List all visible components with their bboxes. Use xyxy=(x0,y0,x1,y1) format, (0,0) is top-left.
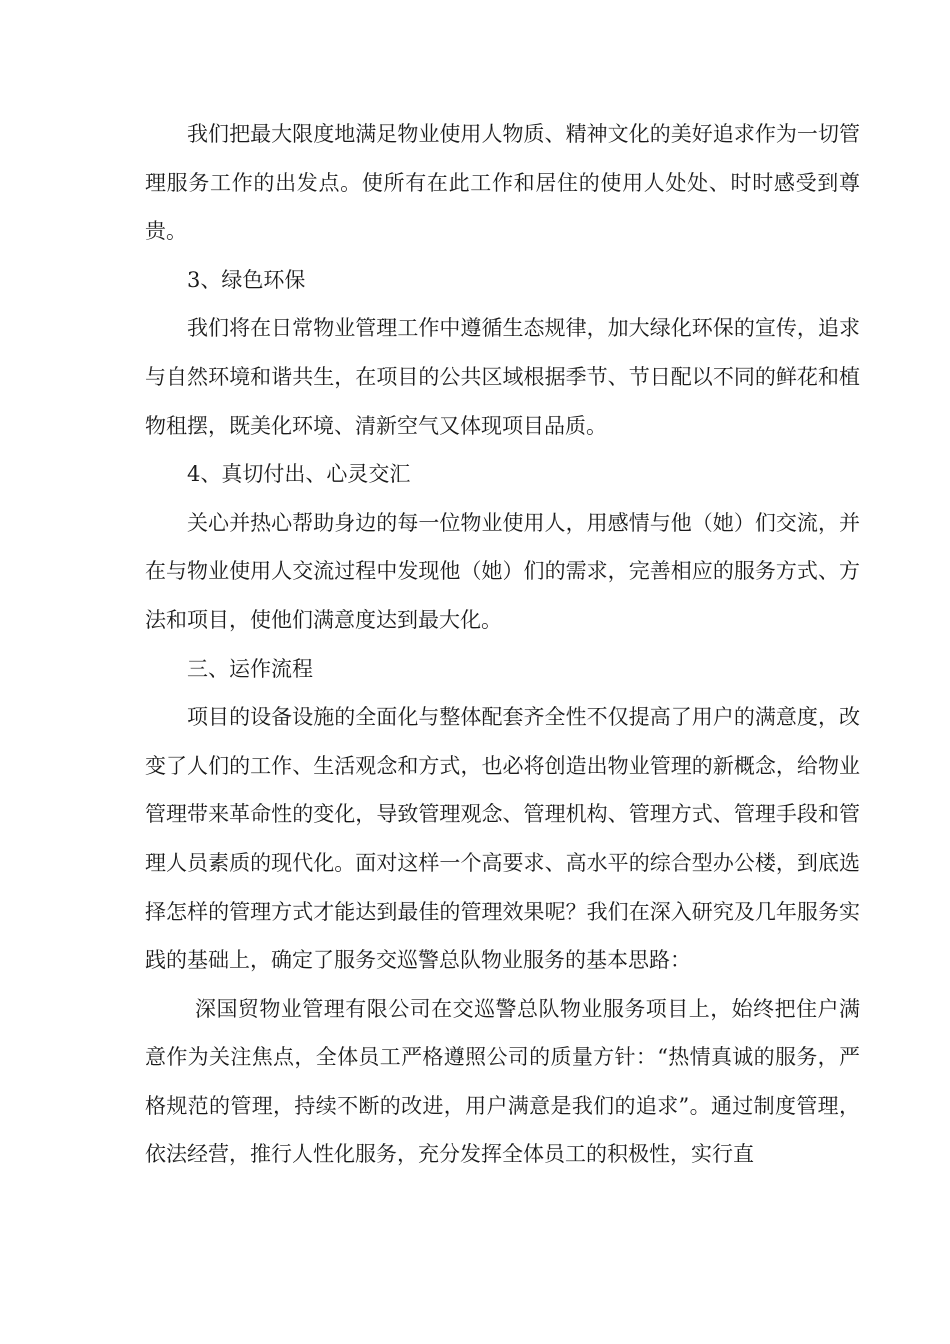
heading-sincere-care: 4、真切付出、心灵交汇 xyxy=(187,462,411,487)
paragraph-green-environment: 我们将在日常物业管理工作中遵循生态规律，加大绿化环保的宣传，追求与自然环境和谐共生，在项目的公共区域根据季节、节日配以不同的鲜花和植物租摆，既美化环境、清新空气又体现项目品质。 xyxy=(145,316,860,438)
document-body xyxy=(145,110,860,1179)
paragraph-service-purpose: 我们把最大限度地满足物业使用人物质、精神文化的美好追求作为一切管理服务工作的出发点。使所有在此工作和居住的使用人处处、时时感受到尊贵。 xyxy=(145,122,860,244)
paragraph-company-approach: 深国贸物业管理有限公司在交巡警总队物业服务项目上，始终把住户满意作为关注焦点，全体员工严格遵照公司的质量方针：“热情真诚的服务，严格规范的管理，持续不断的改进，用户满意是我们的追求”。通过制度管理，依法经营，推行人性化服务，充分发挥全体员工的积极性，实行直 xyxy=(145,996,860,1167)
paragraph-sincere-care: 关心并热心帮助身边的每一位物业使用人，用感情与他（她）们交流，并在与物业使用人交流过程中发现他（她）们的需求，完善相应的服务方式、方法和项目，使他们满意度达到最大化。 xyxy=(145,510,860,632)
heading-green-environment: 3、绿色环保 xyxy=(187,267,306,292)
heading-operation-process: 三、运作流程 xyxy=(187,656,313,681)
paragraph-operation-process: 项目的设备设施的全面化与整体配套齐全性不仅提高了用户的满意度，改变了人们的工作、生活观念和方式，也必将创造出物业管理的新概念，给物业管理带来革命性的变化，导致管理观念、管理机构、管理方式、管理手段和管理人员素质的现代化。面对这样一个高要求、高水平的综合型办公楼，到底选择怎样的管理方式才能达到最佳的管理效果呢？我们在深入研究及几年服务实践的基础上，确定了服务交巡警总队物业服务的基本思路： xyxy=(145,705,860,973)
